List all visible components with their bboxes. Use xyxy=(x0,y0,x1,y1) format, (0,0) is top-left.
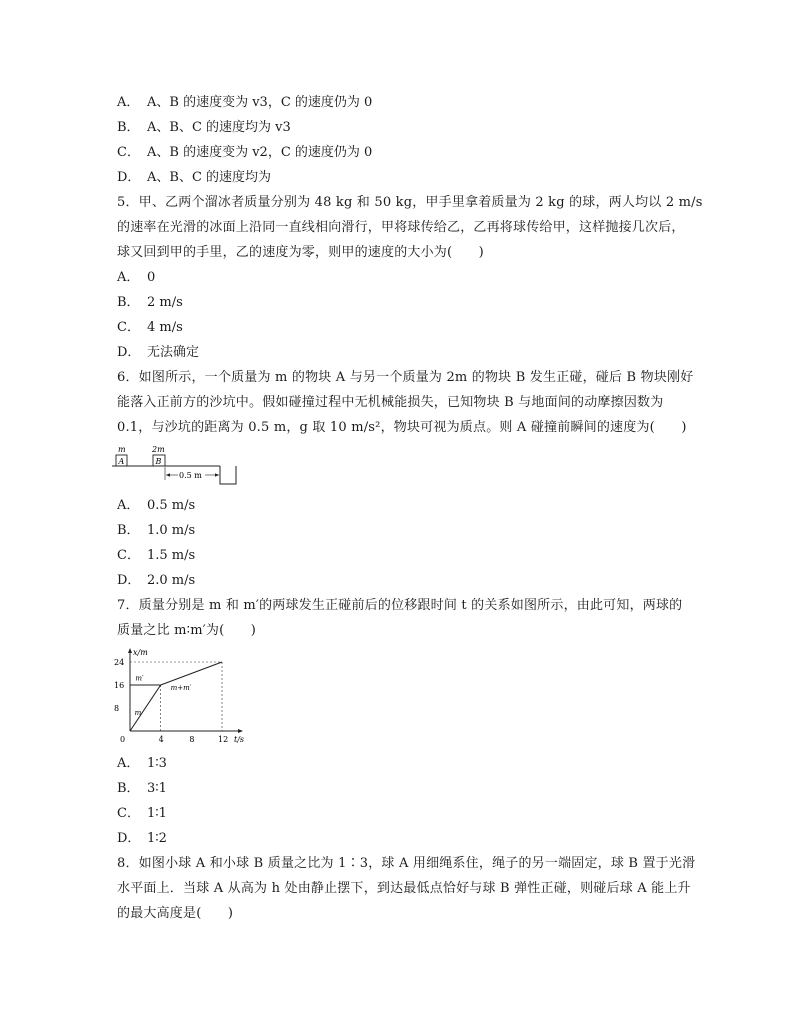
option-text: A、B、C 的速度均为 v3 xyxy=(147,120,291,135)
block-a-mass-label: m xyxy=(118,445,126,454)
x-tick-label: 4 xyxy=(158,735,164,744)
q8-line-3: 的最大高度是( ) xyxy=(117,906,234,921)
sand-pit xyxy=(220,466,236,484)
option-letter: B． xyxy=(117,120,140,135)
q7-line-1: 7．质量分别是 m 和 m′的两球发生正碰前后的位移跟时间 t 的关系如图所示，由此可知，两球的 xyxy=(117,598,683,613)
option-letter: D． xyxy=(117,170,141,185)
series-label-m: m xyxy=(134,709,142,718)
q6-option-a xyxy=(117,497,195,515)
arrowhead-left xyxy=(166,473,170,476)
option-letter: C． xyxy=(117,806,140,821)
series-label-combined: m+m′ xyxy=(170,683,192,692)
arrowhead-right xyxy=(215,473,219,476)
q7-xt-chart xyxy=(110,646,250,746)
option-text: 1.5 m/s xyxy=(147,548,196,563)
option-letter: B． xyxy=(117,295,140,310)
option-text: 1.0 m/s xyxy=(147,523,196,538)
q4-option-d xyxy=(117,169,271,187)
option-text: A、B、C 的速度均为 xyxy=(147,170,272,185)
q4-option-a xyxy=(117,94,372,112)
q6-option-d xyxy=(117,572,195,590)
y-tick-label: 16 xyxy=(114,681,125,690)
y-axis-label: x/m xyxy=(133,648,148,657)
x-tick-label: 8 xyxy=(189,735,195,744)
q6-collision-figure xyxy=(112,444,252,486)
option-letter: D． xyxy=(117,831,141,846)
y-tick-label: 8 xyxy=(114,704,120,713)
option-letter: B． xyxy=(117,523,140,538)
option-text: 1∶3 xyxy=(147,756,167,771)
x-axis-arrow xyxy=(238,729,243,733)
option-letter: A． xyxy=(117,95,140,110)
q7-line-2: 质量之比 m∶m′为( ) xyxy=(117,623,257,638)
q6-option-b xyxy=(117,522,195,540)
option-letter: D． xyxy=(117,345,141,360)
option-letter: B． xyxy=(117,781,140,796)
q4-option-c xyxy=(117,144,372,162)
option-letter: A． xyxy=(117,756,140,771)
block-a-label: A xyxy=(118,457,125,466)
q6-line-3: 0.1，与沙坑的距离为 0.5 m，g 取 10 m/s²，物块可视为质点。则 A 碰撞前瞬间的速度为( ) xyxy=(117,420,687,435)
option-letter: C． xyxy=(117,548,140,563)
option-text: A、B 的速度变为 v3，C 的速度仍为 0 xyxy=(147,95,373,110)
option-text: 0.5 m/s xyxy=(147,498,196,513)
q5-option-d xyxy=(117,344,199,362)
option-text: 4 m/s xyxy=(147,320,183,335)
q6-option-c xyxy=(117,547,195,565)
option-text: 3∶1 xyxy=(147,781,167,796)
option-text: 2.0 m/s xyxy=(147,573,196,588)
q6-line-1: 6．如图所示，一个质量为 m 的物块 A 与另一个质量为 2m 的物块 B 发生正碰，碰后 B 物块刚好 xyxy=(117,370,694,385)
x-axis-label: t/s xyxy=(234,735,245,744)
option-text: 无法确定 xyxy=(147,345,200,360)
option-text: 1∶2 xyxy=(147,831,167,846)
option-letter: C． xyxy=(117,145,140,160)
distance-label: 0.5 m xyxy=(179,471,202,480)
option-text: 0 xyxy=(147,270,156,285)
q6-line-2: 能落入正前方的沙坑中。假如碰撞过程中无机械能损失，已知物块 B 与地面间的动摩擦因数为 xyxy=(117,395,664,410)
option-letter: C． xyxy=(117,320,140,335)
q7-option-c xyxy=(117,805,167,823)
y-tick-label: 24 xyxy=(114,658,125,667)
q7-option-a xyxy=(117,755,167,773)
option-letter: A． xyxy=(117,498,140,513)
q5-option-c xyxy=(117,319,183,337)
option-text: A、B 的速度变为 v2，C 的速度仍为 0 xyxy=(147,145,373,160)
q8-line-1: 8．如图小球 A 和小球 B 质量之比为 1∶3，球 A 用细绳系住，绳子的另一端固定，球 B 置于光滑 xyxy=(117,856,696,871)
option-text: 1∶1 xyxy=(147,806,167,821)
q5-option-a xyxy=(117,269,155,287)
q8-line-2: 水平面上．当球 A 从高为 h 处由静止摆下，到达最低点恰好与球 B 弹性正碰，则碰后球 A 能上升 xyxy=(117,881,691,896)
series-line-2 xyxy=(161,662,222,685)
origin-tick-label: 0 xyxy=(120,735,126,744)
option-text: 2 m/s xyxy=(147,295,183,310)
option-letter: A． xyxy=(117,270,140,285)
block-b-mass-label: 2m xyxy=(152,445,165,454)
q5-line-1: 5．甲、乙两个溜冰者质量分别为 48 kg 和 50 kg，甲手里拿着质量为 2 kg 的球，两人均以 2 m/s xyxy=(117,195,703,210)
y-axis-arrow xyxy=(128,648,132,653)
q5-option-b xyxy=(117,294,183,312)
q7-option-d xyxy=(117,830,167,848)
q5-line-2: 的速率在光滑的冰面上沿同一直线相向滑行，甲将球传给乙，乙再将球传给甲，这样抛接几次后， xyxy=(117,220,685,235)
option-letter: D． xyxy=(117,573,141,588)
series-line-0 xyxy=(130,685,161,731)
q5-line-3: 球又回到甲的手里，乙的速度为零，则甲的速度的大小为( ) xyxy=(117,245,484,260)
x-tick-label: 12 xyxy=(218,735,229,744)
q7-option-b xyxy=(117,780,167,798)
series-label-m-prime: m′ xyxy=(135,674,144,683)
q4-option-b xyxy=(117,119,291,137)
block-b-label: B xyxy=(155,457,162,466)
